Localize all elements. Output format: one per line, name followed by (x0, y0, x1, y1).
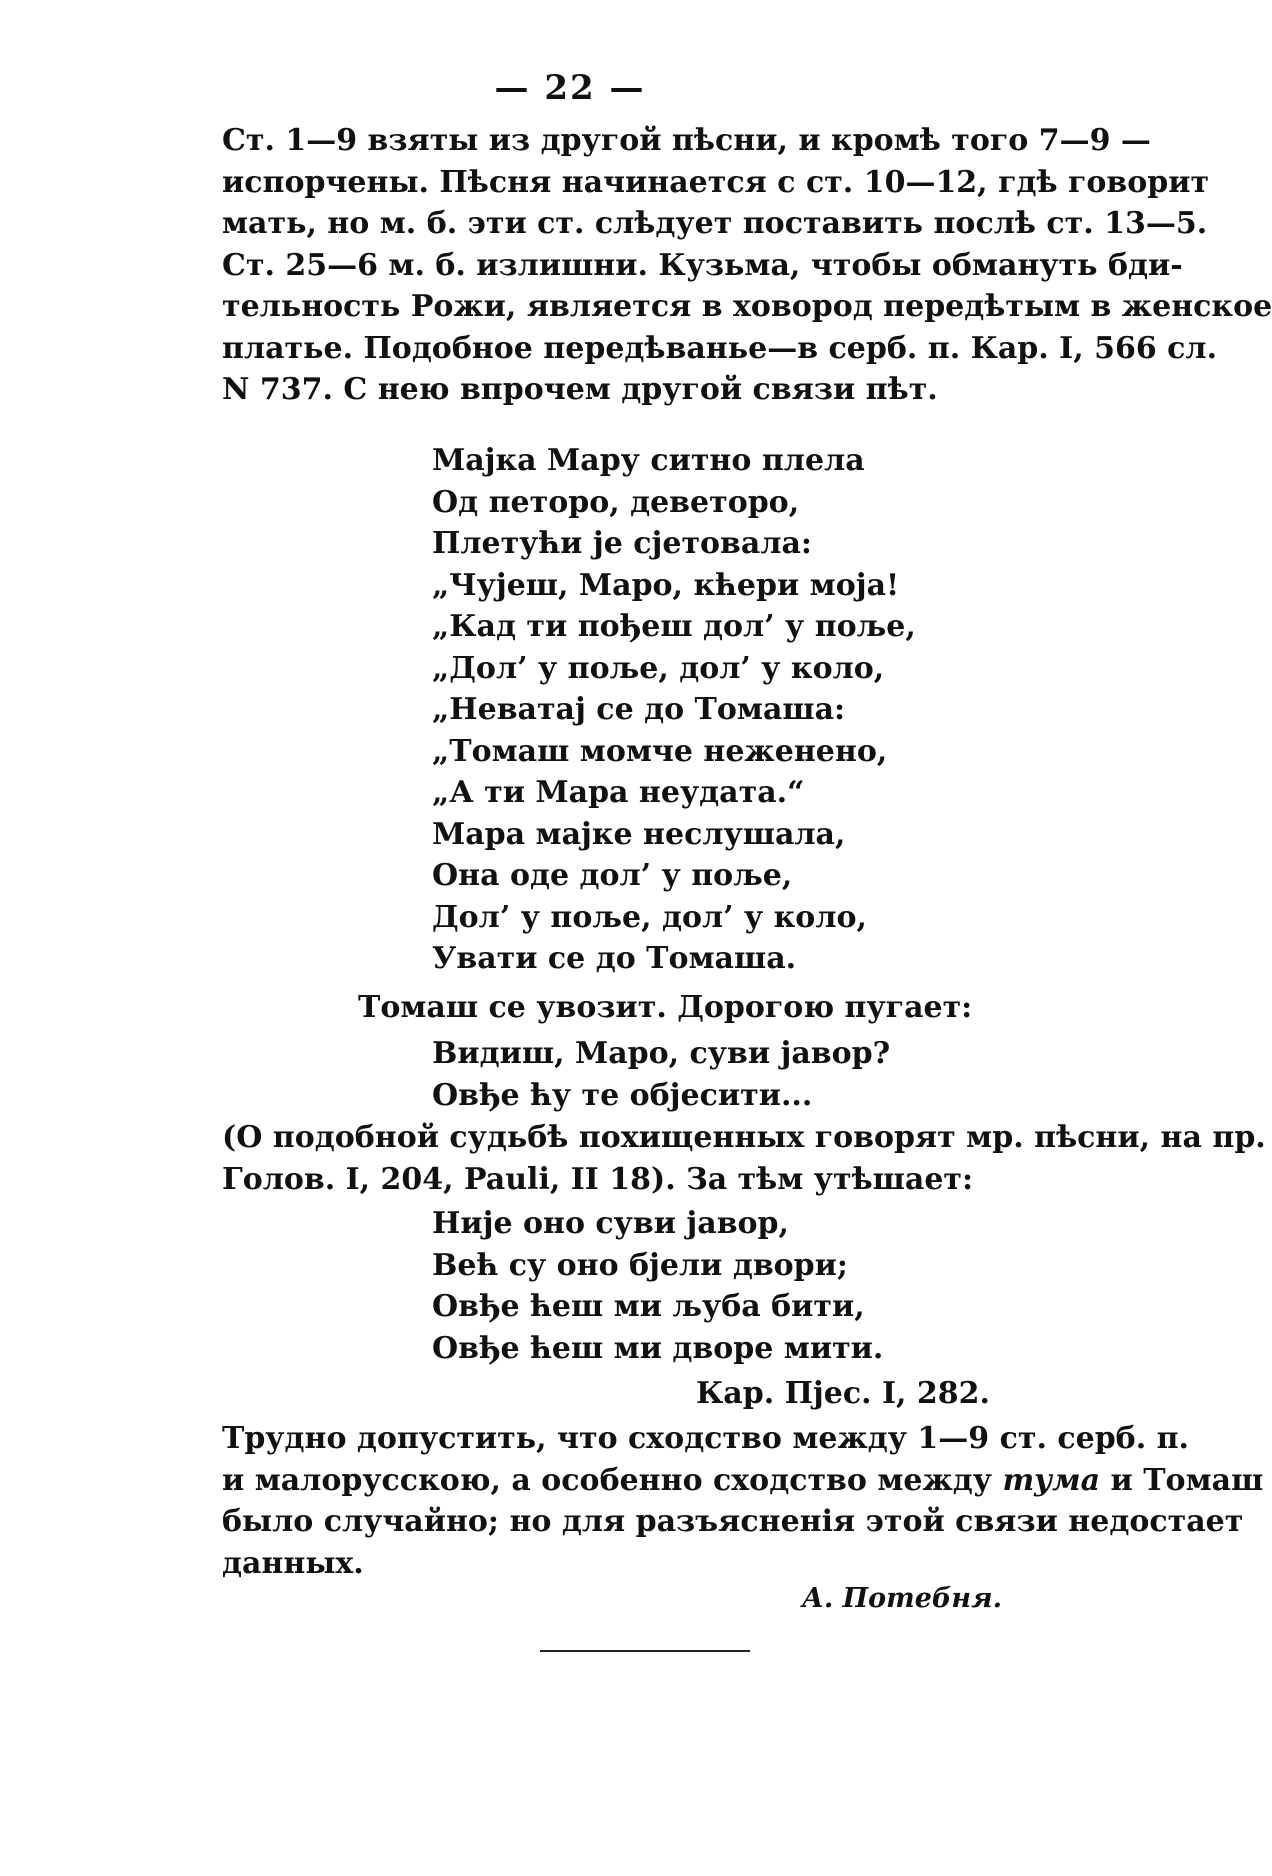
verse-serbian-song (432, 440, 916, 980)
italic-word: тума (1002, 1462, 1101, 1498)
verse-line: Увати се до Томаша. (432, 941, 797, 976)
verse-line: Видиш, Маро, суви јавор? (432, 1036, 891, 1071)
section-divider (540, 1650, 750, 1652)
verse-line: Дол’ у поље, дол’ у коло, (432, 899, 867, 935)
verse-consolation (432, 1203, 883, 1369)
text-fragment: и малорусскою, а особенно сходство между (222, 1462, 1003, 1498)
verse-line: Није оно суви јавор, (432, 1206, 789, 1241)
text-line: было случайно; но для разъясненія этой связи недостает (222, 1504, 1244, 1539)
verse-line: „Чујеш, Маро, кћери моја! (432, 567, 900, 603)
verse-line: Већ су оно бјели двори; (432, 1247, 848, 1283)
summary-line: Томаш се увозит. Дорогою пугает: (358, 990, 973, 1025)
verse-line: „Кад ти пођеш дол’ у поље, (432, 609, 916, 644)
text-line: испорчены. Пѣсня начинается с ст. 10—12, гдѣ говорит (222, 164, 1210, 200)
verse-line: „А ти Мара неудата.“ (432, 775, 805, 810)
verse-line: Овђе ћеш ми дворе мити. (432, 1330, 884, 1366)
text-line: Голов. I, 204, Pauli, II 18). За тѣм утѣшает: (222, 1161, 974, 1197)
conclusion-paragraph (222, 1418, 1264, 1584)
text-line: Ст. 25—6 м. б. излишни. Кузьма, чтобы обмануть бди- (222, 247, 1183, 283)
text-line: тельность Рожи, является в ховород передѣтым в женское (222, 289, 1272, 324)
verse-line: Од петоро, деветоро, (432, 484, 800, 520)
verse-threat (432, 1033, 890, 1116)
text-line: (О подобной судьбѣ похищенных говорят мр. пѣсни, на пр. (222, 1120, 1266, 1155)
page-number: — 22 — (494, 68, 646, 108)
citation: Кар. Пјес. I, 282. (695, 1376, 990, 1411)
verse-line: „Неватај се до Томаша: (432, 692, 846, 727)
middle-paragraph (222, 1117, 1266, 1200)
text-line: Трудно допустить, что сходство между 1—9 ст. серб. п. (222, 1421, 1189, 1456)
intro-paragraph (222, 120, 1272, 411)
text-line: мать, но м. б. эти ст. слѣдует поставить послѣ ст. 13—5. (222, 206, 1208, 241)
verse-line: „Томаш момче неженено, (432, 733, 888, 769)
verse-line: Плетући је сјетовала: (432, 526, 813, 561)
text-fragment: и Томаш (1100, 1462, 1264, 1498)
text-line: платье. Подобное передѣванье—в серб. п. Кар. I, 566 сл. (222, 330, 1218, 366)
verse-line: Мајка Мару ситно плела (432, 443, 865, 478)
author-signature: А. Потебня. (801, 1583, 1002, 1614)
verse-line: Она оде дол’ у поље, (432, 858, 793, 893)
verse-line: Овђе ћеш ми љуба бити, (432, 1289, 865, 1324)
text-line: данных. (222, 1545, 364, 1581)
text-line: Ст. 1—9 взяты из другой пѣсни, и кромѣ того 7—9 — (222, 123, 1151, 158)
verse-line: Овђе ћу те објесити... (432, 1077, 813, 1113)
text-line (222, 1460, 1264, 1502)
verse-line: Мара мајке неслушала, (432, 816, 846, 852)
text-line: N 737. С нею впрочем другой связи пѣт. (222, 372, 938, 407)
verse-line: „Дол’ у поље, дол’ у коло, (432, 650, 885, 686)
